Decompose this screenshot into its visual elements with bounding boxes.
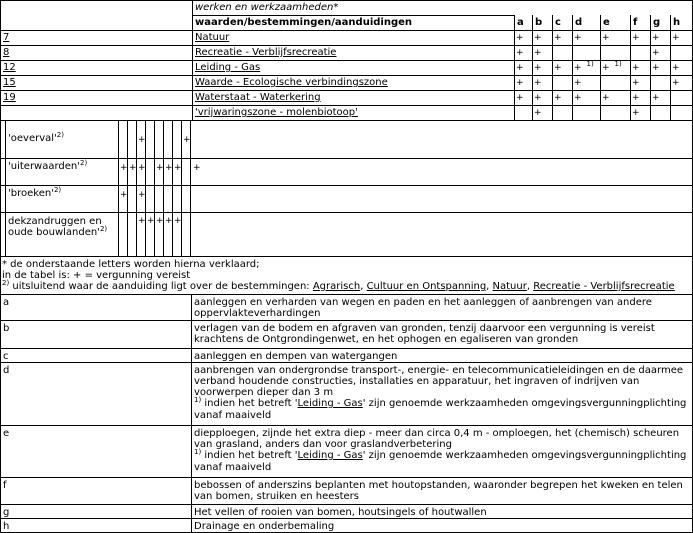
row-code[interactable]: 19 bbox=[3, 92, 16, 103]
permit-mark: + bbox=[652, 63, 660, 73]
permit-mark: + bbox=[602, 33, 610, 43]
permit-mark: + bbox=[534, 48, 542, 58]
definition-letter: h bbox=[3, 521, 10, 532]
link-leiding-gas[interactable]: Leiding - Gas bbox=[297, 450, 363, 461]
permit-mark: + bbox=[183, 135, 191, 145]
permit-mark: + bbox=[120, 190, 128, 200]
definition-letter: d bbox=[3, 365, 10, 376]
row-code[interactable]: 15 bbox=[3, 77, 16, 88]
permit-mark: + bbox=[672, 33, 680, 43]
permit-mark: + bbox=[138, 135, 146, 145]
permit-mark: + bbox=[534, 78, 542, 88]
permit-mark: + bbox=[534, 93, 542, 103]
definition-letter: e bbox=[3, 428, 10, 439]
link-agrarisch[interactable]: Agrarisch bbox=[312, 281, 361, 292]
letter-header-f: f bbox=[633, 17, 638, 28]
row-code[interactable]: 12 bbox=[3, 62, 16, 73]
footnote-line-3: $^{2)}$ uitsluitend waar de aanduiding ligt over de bestemmingen: Agrarisch, Cultuur en Ontspanning, Natuur, Recreatie - Verblijfsrecreatie bbox=[2, 279, 675, 292]
letter-header-a: a bbox=[517, 17, 524, 28]
permit-mark: + bbox=[632, 108, 640, 118]
permit-mark: + bbox=[554, 33, 562, 43]
definition-text: diepploegen, zijnde het extra diep - meer dan circa 0,4 m - omploegen, het (chemisch) scheuren van grasland, anders dan voor graslandverbetering $^{1)}$ indien het betreft 'Leiding - Gas' zijn genoemde werkzaamheden omgevingsvergunningplichting vanaf maaiveld bbox=[194, 428, 687, 473]
permit-mark: + bbox=[156, 216, 164, 226]
permit-mark: + bbox=[138, 216, 146, 226]
permit-mark: + bbox=[632, 63, 640, 73]
permit-mark: + bbox=[554, 63, 562, 73]
permit-mark: + $^{1)}$ bbox=[574, 60, 594, 73]
permit-mark: + bbox=[165, 216, 173, 226]
definition-text: aanbrengen van ondergrondse transport-, energie- en telecommunicatieleidingen en de daarmee verband houdende constructies, installaties en apparatuur, het ingraven of indrijven van voorwerpen dieper dan 3 m $^{1)}$ indien het betreft 'Leiding - Gas' zijn genoemde werkzaamheden omgevingsvergunningplichting vanaf maaiveld bbox=[194, 365, 687, 421]
permit-mark: + bbox=[554, 93, 562, 103]
definition-letter: g bbox=[3, 507, 10, 518]
letter-header-h: h bbox=[673, 17, 681, 28]
definition-letter: c bbox=[3, 351, 9, 362]
row-name-link[interactable]: 'vrijwaringszone - molenbiotoop' bbox=[195, 107, 358, 118]
permit-mark: + bbox=[602, 93, 610, 103]
definition-text: bebossen of anderszins beplanten met houtopstanden, waaronder begrepen het kweken en telen van bomen, struiken en heesters bbox=[194, 480, 683, 502]
sub-row-label: '$oeverval'^{2)}$ bbox=[8, 131, 64, 144]
permit-mark: + bbox=[574, 78, 582, 88]
row-code[interactable]: 7 bbox=[3, 32, 10, 43]
permit-mark: + bbox=[672, 63, 680, 73]
sub-row-label: '$broeken'^{2)}$ bbox=[8, 186, 62, 199]
sub-row-label: '$uiterwaarden'^{2)}$ bbox=[8, 159, 88, 172]
permit-mark: + bbox=[534, 63, 542, 73]
link-leiding-gas[interactable]: Leiding - Gas bbox=[297, 398, 363, 409]
permit-mark: + bbox=[632, 93, 640, 103]
row-name-link[interactable]: Natuur bbox=[195, 32, 230, 43]
letter-header-c: c bbox=[555, 17, 561, 28]
permit-mark: + bbox=[672, 78, 680, 88]
definition-text: Drainage en onderbemaling bbox=[194, 521, 335, 532]
permit-mark: + bbox=[652, 48, 660, 58]
sub-row-label: dekzandruggen en oude $bouwlanden'^{2)}$ bbox=[8, 216, 108, 238]
link-recreatie[interactable]: Recreatie - Verblijfsrecreatie bbox=[533, 281, 675, 292]
permit-mark: + bbox=[138, 163, 146, 173]
footnote-line-2: in de tabel is: + = vergunning vereist bbox=[2, 270, 191, 281]
definition-letter: f bbox=[3, 480, 7, 491]
definition-text: aanleggen en dempen van watergangen bbox=[194, 351, 398, 362]
definition-text: verlagen van de bodem en afgraven van gronden, tenzij daarvoor een vergunning is vereist krachtens de Ontgrondingenwet, en het ophogen en egaliseren van gronden bbox=[194, 323, 655, 345]
permit-mark: + bbox=[193, 163, 201, 173]
row-name-link[interactable]: Waarde - Ecologische verbindingszone bbox=[195, 77, 388, 88]
definition-letter: a bbox=[3, 297, 10, 308]
letter-header-d: d bbox=[575, 17, 583, 28]
permit-mark: + bbox=[516, 63, 524, 73]
permit-mark: + bbox=[516, 78, 524, 88]
row-name-link[interactable]: Leiding - Gas bbox=[195, 62, 261, 73]
permit-mark: + bbox=[574, 93, 582, 103]
permit-mark: + bbox=[174, 216, 182, 226]
permit-mark: + bbox=[516, 93, 524, 103]
permit-mark: + bbox=[534, 33, 542, 43]
permit-mark: + bbox=[147, 216, 155, 226]
table-caption: werken en werkzaamheden* bbox=[195, 2, 339, 13]
definition-text: Het vellen of rooien van bomen, houtsingels of houtwallen bbox=[194, 507, 487, 518]
permit-mark: + $^{1)}$ bbox=[602, 60, 622, 73]
row-name-link[interactable]: Waterstaat - Waterkering bbox=[195, 92, 321, 103]
permit-mark: + bbox=[652, 33, 660, 43]
permit-mark: + bbox=[632, 33, 640, 43]
permit-mark: + bbox=[129, 163, 137, 173]
permit-mark: + bbox=[652, 93, 660, 103]
row-name-link[interactable]: Recreatie - Verblijfsrecreatie bbox=[195, 47, 337, 58]
definition-letter: b bbox=[3, 323, 10, 334]
permit-mark: + bbox=[174, 163, 182, 173]
permit-mark: + bbox=[632, 78, 640, 88]
permit-mark: + bbox=[516, 33, 524, 43]
footnote-line-1: * de onderstaande letters worden hierna verklaard; bbox=[2, 259, 260, 270]
letter-header-b: b bbox=[535, 17, 543, 28]
permit-mark: + bbox=[534, 108, 542, 118]
link-cultuur[interactable]: Cultuur en Ontspanning bbox=[366, 281, 487, 292]
link-natuur[interactable]: Natuur bbox=[492, 281, 527, 292]
column-title: waarden/bestemmingen/aanduidingen bbox=[195, 17, 413, 28]
permit-mark: + bbox=[165, 163, 173, 173]
permit-mark: + bbox=[574, 33, 582, 43]
definition-text: aanleggen en verharden van wegen en paden en het aanleggen of aanbrengen van andere oppervlakteverhardingen bbox=[194, 297, 652, 319]
letter-header-g: g bbox=[653, 17, 661, 28]
permit-mark: + bbox=[516, 48, 524, 58]
permit-mark: + bbox=[156, 163, 164, 173]
permit-mark: + bbox=[138, 190, 146, 200]
permit-mark: + bbox=[120, 163, 128, 173]
row-code[interactable]: 8 bbox=[3, 47, 10, 58]
letter-header-e: e bbox=[603, 17, 610, 28]
